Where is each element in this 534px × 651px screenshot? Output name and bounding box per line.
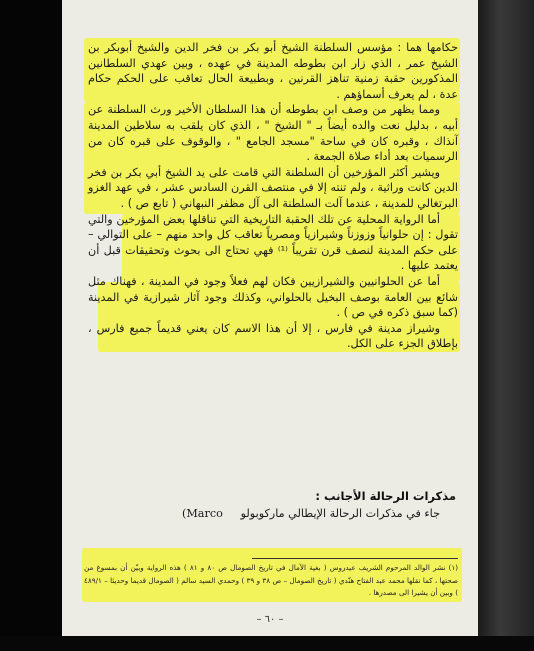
left-frame-shadow <box>0 0 62 651</box>
paragraph-4: أما الرواية المحلية عن تلك الحقبة التاريخية التي تناقلها بعض المؤرخين والتي تقول : إن حلوانياً وزوزناً وشيرازياً ومصرياً تعاقب كل واحد منهم – على التوالي – على حكم المدينة لنصف قرن تقريباً ⁽¹⁾ فهي تحتاج الى بحوث وتحقيقات قبل أن يعتمد عليها . <box>88 212 458 273</box>
marco-polo-latin: (Marco <box>181 507 223 520</box>
paragraph-6: وشيراز مدينة في فارس ، إلا أن هذا الاسم كان يعني قديماً جميع فارس ، بإطلاق الجزء على الكل. <box>88 321 458 351</box>
section-heading: مذكرات الرحالة الأجانب : <box>315 489 456 503</box>
paragraph-3: ويشير أكثر المؤرخين أن السلطنة التي قامت على يد الشيخ أبي بكر بن فخر الدين كانت وراثية ، ولم تنته إلا في منتصف القرن السادس عشر ، في عهد الغزو البرتغالي للمدينة ، عندما آلت السلطنة الى آل مظفر النبهاني ( تابع ص ) . <box>88 165 458 210</box>
marco-polo-arabic: جاء في مذكرات الرحالة الإيطالي ماركوبولو <box>240 507 440 520</box>
book-page <box>62 0 478 636</box>
page-number: – ٦٠ – <box>256 614 284 625</box>
footnote-divider <box>252 558 458 559</box>
marco-polo-line <box>88 506 458 522</box>
footnote-text: (١) نشر الوالد المرحوم الشريف عيدروس ( بغية الآمال في تاريخ الصومال ص ٨٠ و ٨١ ) هذه الرواية وبيّن أن بمسوغ من صحتها ، كما نقلها محمد عبد الفتاح هنّدي ( تاريخ الصومال – ص ٣٨ و ٣٩ ) وحمدي السيد سالم ( الصومال قديما وحديثا – ٤٨٩/١ ) وبين أن يشيرا الى مصدرها . <box>84 563 458 597</box>
paragraph-5: أما عن الحلوانيين والشيرازيين فكان لهم فعلاً وجود في المدينة ، فهناك مثل شائع بين العامة بوصف البخيل بالحلواني، وكذلك وجود آثار شيرازية في المدينة (كما سبق ذكره في ص ) . <box>88 274 458 320</box>
paragraph-1: حكامها هما : مؤسس السلطنة الشيخ أبو بكر بن فخر الدين والشيخ أبوبكر بن الشيخ عمر ، الذي زار ابن بطوطه المدينة في عهده ، وبين عهدي السلطانين المذكورين حقبة زمنية تناهز القرنين ، وبطبيعة الحال تعاقب على الحكم حكام عدة ، لم يعرف أسماؤهم . <box>88 41 458 101</box>
right-frame-shadow <box>478 0 534 651</box>
bottom-frame-shadow <box>0 636 534 651</box>
paragraph-2: ومما يظهر من وصف ابن بطوطه أن هذا السلطان الأخير ورث السلطنة عن أبيه ، بدليل نعت والده أيضاً بـ " الشيخ " ، الذي كان يلقب به سلاطين المدينة آنذاك ، وقبره كان في ساحة "مسجد الجامع " ، والوقوف على قبره كان من الرسميات بعد أداء صلاة الجمعة . <box>88 103 458 164</box>
body-text <box>88 40 458 352</box>
